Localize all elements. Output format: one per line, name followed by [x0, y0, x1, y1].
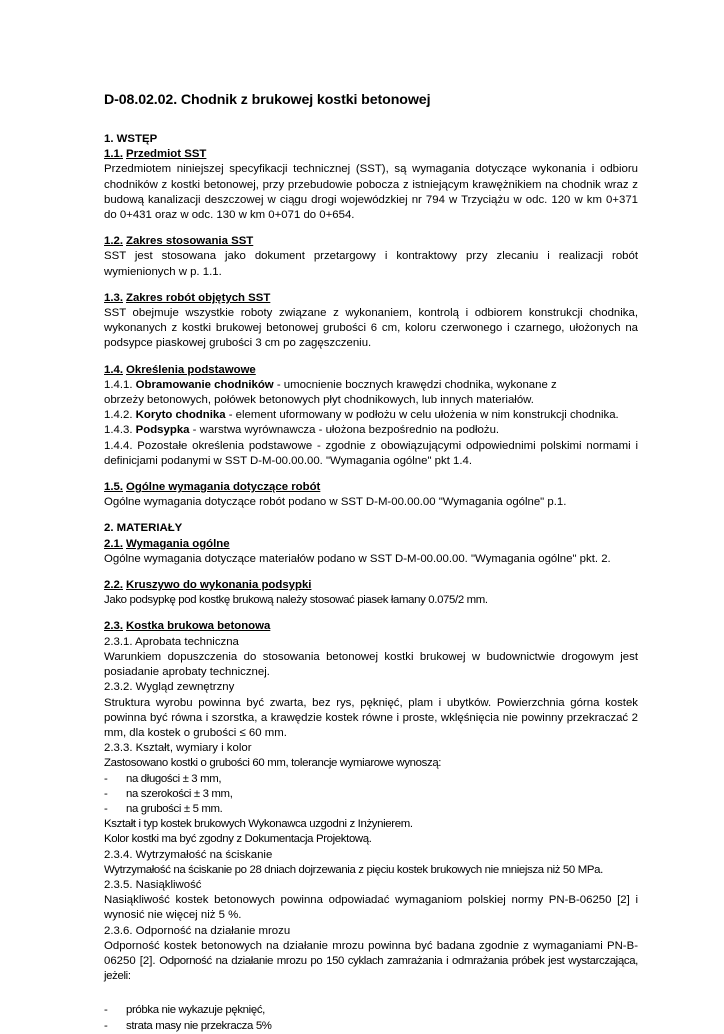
paragraph-1-2: SST jest stosowana jako dokument przetargowy i kontraktowy przy zlecaniu i realizacji robót wymienionych w p. 1.1. — [104, 250, 638, 278]
subheading-2-3-4: 2.3.4. Wytrzymałość na ściskanie — [104, 848, 273, 861]
definition-1-4-3: 1.4.3. Podsypka - warstwa wyrównawcza - ułożona bezpośrednio na podłożu. — [104, 424, 500, 437]
paragraph-2-3-3: Zastosowano kostki o grubości 60 mm, tolerancje wymiarowe wynoszą: — [104, 757, 442, 770]
paragraph-2-1: Ogólne wymagania dotyczące materiałów podano w SST D-M-00.00.00. "Wymagania ogólne" pkt. 2. — [104, 552, 611, 565]
heading-2-3: 2.3. Kostka brukowa betonowa — [104, 620, 271, 633]
paragraph-1-5: Ogólne wymagania dotyczące robót podano w SST D-M-00.00.00 "Wymagania ogólne" p.1. — [104, 496, 567, 509]
paragraph-1-1: Przedmiotem niniejszej specyfikacji technicznej (SST), są wymagania dotyczące wykonania i odbioru chodników z kostki betonowej, przy przebudowie pobocza z istniejącym krawężnikiem na chodnik wraz z budową kanalizacji deszczowej w ciągu drogi wojewódzkiej nr 794 w Trzyciążu w odc. 120 w km 0+371 do 0+431 oraz w odc. 130 w km 0+071 do 0+654. — [104, 163, 638, 222]
definition-1-4-2: 1.4.2. Koryto chodnika - element uformowany w podłożu w celu ułożenia w nim konstrukcji chodnika. — [104, 409, 619, 422]
subheading-2-3-5: 2.3.5. Nasiąkliwość — [104, 878, 202, 891]
list-item: - strata masy nie przekracza 5% — [104, 1019, 272, 1032]
heading-1-5: 1.5. Ogólne wymagania dotyczące robót — [104, 481, 321, 494]
definition-1-4-1-continued: obrzeży betonowych, połówek betonowych płyt chodnikowych, lub innych materiałów. — [104, 394, 534, 407]
heading-2-2: 2.2. Kruszywo do wykonania podsypki — [104, 579, 312, 592]
document-title: D-08.02.02. Chodnik z brukowej kostki betonowej — [104, 92, 431, 108]
section-1-heading: 1. WSTĘP — [104, 133, 158, 145]
heading-1-1: 1.1. Przedmiot SST — [104, 148, 207, 161]
heading-1-4: 1.4. Określenia podstawowe — [104, 363, 256, 376]
list-item: - na grubości ± 5 mm. — [104, 802, 223, 815]
paragraph-2-3-4: Wytrzymałość na ściskanie po 28 dniach dojrzewania z pięciu kostek brukowych nie mniejsza niż 50 MPa. — [104, 863, 603, 876]
paragraph-2-3-3-color: Kolor kostki ma być zgodny z Dokumentacja Projektową. — [104, 833, 372, 846]
heading-1-2: 1.2. Zakres stosowania SST — [104, 235, 254, 248]
list-item: - próbka nie wykazuje pęknięć, — [104, 1004, 265, 1017]
definition-1-4-1: 1.4.1. Obramowanie chodników - umocnienie bocznych krawędzi chodnika, wykonane z — [104, 378, 557, 391]
heading-1-3: 1.3. Zakres robót objętych SST — [104, 291, 271, 304]
paragraph-2-3-3-shape: Kształt i typ kostek brukowych Wykonawca uzgodni z Inżynierem. — [104, 818, 413, 831]
subheading-2-3-6: 2.3.6. Odporność na działanie mrozu — [104, 924, 291, 937]
paragraph-2-3-6: Odporność kostek betonowych na działanie mrozu powinna być badana zgodnie z wymaganiami PN-B-06250 [2]. Odporność na działanie mrozu po 150 cyklach zamrażania i odmrażania próbek jest wystarczająca, jeżeli: — [104, 939, 638, 983]
heading-2-1: 2.1. Wymagania ogólne — [104, 537, 230, 550]
subheading-2-3-2: 2.3.2. Wygląd zewnętrzny — [104, 681, 235, 694]
document-page — [104, 92, 638, 1034]
list-item: - na długości ± 3 mm, — [104, 772, 222, 785]
subheading-2-3-1: 2.3.1. Aprobata techniczna — [104, 635, 239, 648]
paragraph-2-3-5: Nasiąkliwość kostek betonowych powinna odpowiadać wymaganiom polskiej normy PN-B-06250 [2] i wynosić nie więcej niż 5 %. — [104, 894, 638, 922]
section-2-heading: 2. MATERIAŁY — [104, 522, 183, 535]
paragraph-1-3: SST obejmuje wszystkie roboty związane z wykonaniem, kontrolą i odbiorem konstrukcji chodnika, wykonanych z kostki brukowej betonowej grubości 6 cm, koloru czerwonego i czarnego, ułożonych na podsypce piaskowej grubości 3 cm po zagęszczeniu. — [104, 307, 638, 350]
paragraph-2-2: Jako podsypkę pod kostkę brukową należy stosować piasek łamany 0.075/2 mm. — [104, 594, 488, 607]
subheading-2-3-3: 2.3.3. Kształt, wymiary i kolor — [104, 742, 252, 755]
definition-1-4-4: 1.4.4. Pozostałe określenia podstawowe - zgodnie z obowiązującymi odpowiednimi polskimi normami i definicjami podanymi w SST D-M-00.00.00. "Wymagania ogólne" pkt 1.4. — [104, 439, 638, 467]
list-item: - na szerokości ± 3 mm, — [104, 787, 233, 800]
paragraph-2-3-1: Warunkiem dopuszczenia do stosowania betonowej kostki brukowej w budownictwie drogowym jest posiadanie aprobaty technicznej. — [104, 650, 638, 679]
paragraph-2-3-2: Struktura wyrobu powinna być zwarta, bez rys, pęknięć, plam i ubytków. Powierzchnia górna kostek powinna być równa i szorstka, a krawędzie kostek równe i proste, wklęśnięcia nie powinny przekraczać 2 mm, dla kostek o grubości ≤ 60 mm. — [104, 696, 638, 739]
